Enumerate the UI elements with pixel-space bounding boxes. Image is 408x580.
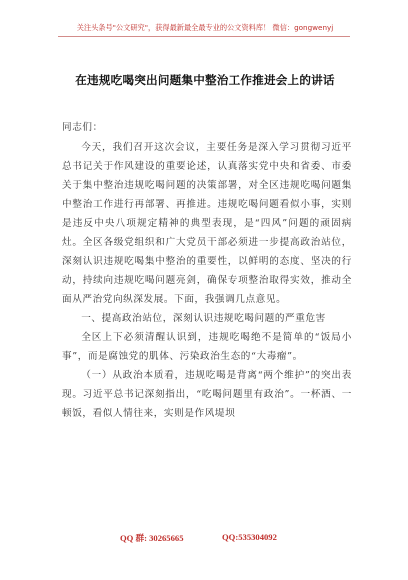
document-title: 在违规吃喝突出问题集中整治工作推进会上的讲话	[75, 73, 335, 87]
salutation: 同志们：	[62, 122, 103, 133]
paragraph-1: 今天，我们召开这次会议，主要任务是深入学习贯彻习近平总书记关于作风建设的重要论述，认真落实党中央和省委、市委关于集中整治违规吃喝问题的决策部署，对全区违规吃喝问题集中整治工作进行再部署、再推进。违规吃喝问题看似小事，实则是违反中央八项规定精神的典型表现，是“四风”问题的顽固病灶。全区各级党组织和广大党员干部必须进一步提高政治站位，深刻认识违规吃喝集中整治的重要性，以鲜明的态度、坚决的行动，持续向违规吃喝问题亮剑，确保专项整治取得实效，推动全面从严治党向纵深发展。下面，我强调几点意见。	[62, 142, 352, 305]
document-body	[62, 118, 352, 423]
footer-qq: QQ:535304092	[222, 532, 277, 542]
section-heading-1: 一、提高政治站位，深刻认识违规吃喝问题的严重危害	[81, 313, 326, 324]
footer-qq-group: QQ 群: 30265665	[120, 533, 184, 543]
header-divider	[58, 36, 350, 37]
footer	[0, 529, 408, 545]
paragraph-2: 全区上下必须清醒认识到，违规吃喝绝不是简单的“饭局小事”，而是腐蚀党的肌体、污染政治生态的“大毒瘤”。	[62, 332, 352, 362]
header-notice: 关注头条号"公文研究"，获得最新最全最专业的公文资料库！ 微信：gongwenyj	[76, 23, 334, 32]
paragraph-3: （一）从政治本质看，违规吃喝是背离“两个维护”的突出表现。习近平总书记深刻指出，“吃喝问题里有政治”。一杯酒、一顿饭，看似人情往来，实则是作风堤坝	[62, 370, 352, 419]
